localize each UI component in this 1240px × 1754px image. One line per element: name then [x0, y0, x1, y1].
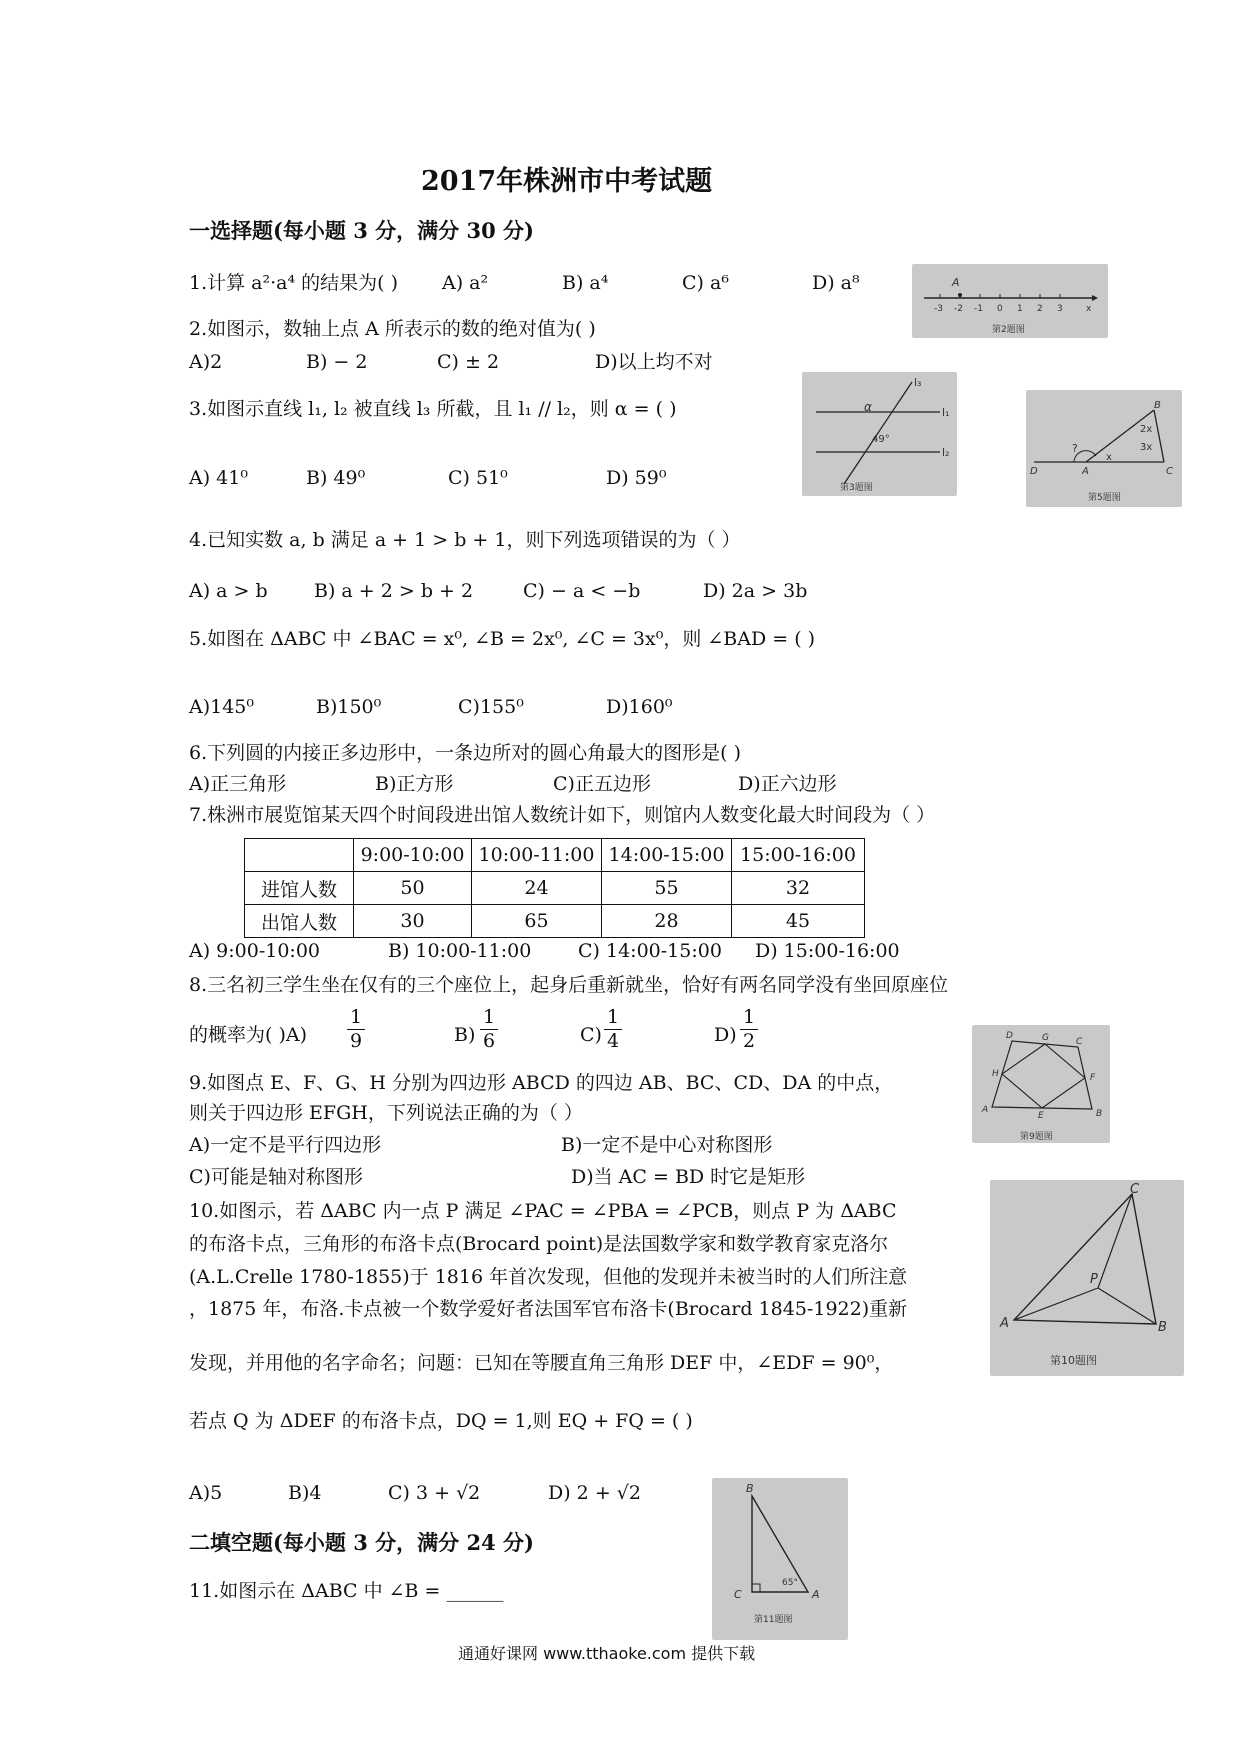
fig5-caption: 第5题图: [1088, 493, 1121, 503]
quadrilateral-abcd-diagram: [972, 1025, 1110, 1143]
table-row: [245, 872, 865, 905]
q9-stem-line2: 则关于四边形 EFGH，下列说法正确的为（ ）: [189, 1102, 583, 1124]
q9-stem-line1: 9.如图点 E、F、G、H 分别为四边形 ABCD 的四边 AB、BC、CD、DA 的中点，: [189, 1072, 894, 1094]
visitor-stats-table: [244, 838, 865, 938]
q10-line3: (A.L.Crelle 1780-1855)于 1816 年首次发现，但他的发现并未被当时的人们所注意: [189, 1266, 908, 1288]
q7-option-b: B) 10:00-11:00: [388, 940, 532, 962]
table-cell: 32: [732, 872, 865, 905]
numerator: 1: [347, 1008, 365, 1030]
figure-5: [1026, 390, 1182, 507]
fig9-label: C: [1076, 1037, 1083, 1047]
q3-option-a: A) 41⁰: [189, 467, 248, 489]
q3-option-c: C) 51⁰: [448, 467, 508, 489]
fig3-caption: 第3题图: [840, 483, 873, 493]
q10-line2: 的布洛卡点，三角形的布洛卡点(Brocard point)是法国数学家和数学教育家克洛尔: [189, 1233, 889, 1255]
q8-fraction-c: [604, 1008, 622, 1051]
figure-9: [972, 1025, 1110, 1143]
table-cell: 55: [602, 872, 732, 905]
q10-option-c: C) 3 + √2: [388, 1482, 481, 1504]
q8-option-b: B): [454, 1024, 476, 1046]
q10-option-a: A)5: [189, 1482, 223, 1504]
fig10-label: P: [1090, 1272, 1098, 1287]
q4-option-c: C) − a < −b: [523, 580, 641, 602]
q9-option-c: C)可能是轴对称图形: [189, 1166, 363, 1188]
table-cell: 出馆人数: [245, 905, 354, 938]
q9-option-b: B)一定不是中心对称图形: [561, 1134, 773, 1156]
brocard-triangle-diagram: [990, 1180, 1184, 1376]
fig2-tick-label: 3: [1057, 304, 1063, 314]
fig9-label: F: [1090, 1073, 1096, 1083]
fig2-tick-label: 2: [1037, 304, 1043, 314]
fig5-label: D: [1030, 466, 1038, 477]
q8-fraction-d: [740, 1008, 758, 1051]
table-header-cell: 15:00-16:00: [732, 839, 865, 872]
q9-option-a: A)一定不是平行四边形: [189, 1134, 382, 1156]
fig2-tick-label: -3: [934, 304, 943, 314]
fig2-point-label: A: [952, 276, 960, 289]
fig2-tick-label: 1: [1017, 304, 1023, 314]
table-header-cell: 14:00-15:00: [602, 839, 732, 872]
fig3-l1-label: l₁: [942, 406, 950, 419]
fig11-label: C: [734, 1588, 742, 1601]
table-cell: 28: [602, 905, 732, 938]
q5-option-c: C)155⁰: [458, 696, 524, 718]
fig9-label: A: [982, 1105, 989, 1115]
table-cell: 30: [354, 905, 472, 938]
page-title: 2017年株洲市中考试题: [421, 166, 713, 197]
q8-fraction-a: [347, 1008, 365, 1051]
fig10-caption: 第10题图: [1050, 1354, 1097, 1367]
fig9-caption: 第9题图: [1020, 1132, 1053, 1142]
denominator: 4: [606, 1030, 620, 1052]
fig11-angle-label: 65°: [782, 1578, 798, 1588]
q6-stem: 6.下列圆的内接正多边形中，一条边所对的圆心角最大的图形是( ): [189, 742, 741, 764]
fig11-caption: 第11题图: [754, 1615, 793, 1625]
table-header-cell: 9:00-10:00: [354, 839, 472, 872]
q10-option-d: D) 2 + √2: [548, 1482, 641, 1504]
fig2-tick-label: -2: [954, 304, 963, 314]
section-heading-fill: 二填空题(每小题 3 分，满分 24 分): [189, 1530, 534, 1555]
table-header-row: [245, 839, 865, 872]
q2-option-b: B) − 2: [306, 351, 368, 373]
fig5-label: 3x: [1140, 442, 1153, 453]
q4-stem: 4.已知实数 a, b 满足 a + 1 > b + 1，则下列选项错误的为（ ）: [189, 529, 741, 551]
table-cell: 进馆人数: [245, 872, 354, 905]
q4-option-a: A) a > b: [189, 580, 268, 602]
q7-stem: 7.株洲市展览馆某天四个时间段进出馆人数统计如下，则馆内人数变化最大时间段为（ ）: [189, 804, 936, 826]
q10-line4: ，1875 年，布洛.卡点被一个数学爱好者法国军官布洛卡(Brocard 1845-1922)重新: [189, 1298, 908, 1320]
fig2-caption: 第2题图: [992, 325, 1025, 335]
table-cell: 65: [472, 905, 602, 938]
table-cell: 50: [354, 872, 472, 905]
numerator: 1: [604, 1008, 622, 1030]
fig10-label: B: [1158, 1320, 1167, 1335]
q1-stem: 1.计算 a²·a⁴ 的结果为( ): [189, 272, 399, 294]
fig11-label: A: [812, 1588, 820, 1601]
fig3-angle-label: 49°: [872, 434, 890, 445]
table-row: [245, 905, 865, 938]
fig11-label: B: [746, 1482, 754, 1495]
numerator: 1: [480, 1008, 498, 1030]
fig5-label: 2x: [1140, 424, 1153, 435]
fig9-label: B: [1096, 1109, 1103, 1119]
q6-option-b: B)正方形: [375, 773, 454, 795]
footer-source: 通通好课网 www.tthaoke.com 提供下载: [458, 1644, 756, 1663]
q5-option-b: B)150⁰: [316, 696, 382, 718]
q6-option-d: D)正六边形: [738, 773, 837, 795]
q1-option-b: B) a⁴: [562, 272, 609, 294]
q7-option-c: C) 14:00-15:00: [578, 940, 722, 962]
denominator: 9: [349, 1030, 363, 1052]
figure-11: [712, 1478, 848, 1640]
q1-option-a: A) a²: [442, 272, 489, 294]
fig2-tick-label: x: [1086, 304, 1092, 314]
q2-option-d: D)以上均不对: [595, 351, 713, 373]
figure-3: [802, 372, 957, 496]
table-cell: 24: [472, 872, 602, 905]
q4-option-d: D) 2a > 3b: [703, 580, 808, 602]
fig10-label: C: [1130, 1182, 1140, 1197]
q2-option-a: A)2: [189, 351, 223, 373]
q8-prefix: 的概率为( )A): [189, 1024, 307, 1046]
table-cell: 45: [732, 905, 865, 938]
fig3-l3-label: l₃: [914, 376, 922, 389]
fig2-tick-label: -1: [974, 304, 983, 314]
fig5-label: x: [1106, 452, 1112, 463]
q8-option-c: C): [580, 1024, 602, 1046]
q4-option-b: B) a + 2 > b + 2: [314, 580, 474, 602]
fig3-alpha-label: α: [864, 400, 872, 414]
fig5-label: A: [1082, 466, 1089, 477]
q3-stem: 3.如图示直线 l₁, l₂ 被直线 l₃ 所截，且 l₁ // l₂，则 α = ( ): [189, 398, 677, 420]
q2-option-c: C) ± 2: [437, 351, 500, 373]
q10-option-b: B)4: [288, 1482, 322, 1504]
section-heading-choice: 一选择题(每小题 3 分，满分 30 分): [189, 218, 534, 243]
q8-fraction-b: [480, 1008, 498, 1051]
fig9-label: E: [1038, 1111, 1044, 1121]
figure-10: [990, 1180, 1184, 1376]
fig5-label: C: [1166, 466, 1173, 477]
q5-option-a: A)145⁰: [189, 696, 255, 718]
q1-option-c: C) a⁶: [682, 272, 729, 294]
fig5-label: ?: [1072, 442, 1078, 455]
q10-line1: 10.如图示，若 ΔABC 内一点 P 满足 ∠PAC = ∠PBA = ∠PCB，则点 P 为 ΔABC: [189, 1200, 897, 1222]
q6-option-c: C)正五边形: [553, 773, 651, 795]
q5-stem: 5.如图在 ΔABC 中 ∠BAC = x⁰, ∠B = 2x⁰, ∠C = 3x⁰，则 ∠BAD = ( ): [189, 628, 816, 650]
fig9-label: G: [1042, 1033, 1049, 1043]
q2-stem: 2.如图示，数轴上点 A 所表示的数的绝对值为( ): [189, 318, 596, 340]
numerator: 1: [740, 1008, 758, 1030]
q3-option-d: D) 59⁰: [606, 467, 667, 489]
fig9-label: H: [992, 1069, 999, 1079]
fig9-label: D: [1006, 1031, 1013, 1041]
table-header-cell: 10:00-11:00: [472, 839, 602, 872]
q6-option-a: A)正三角形: [189, 773, 287, 795]
fig2-tick-label: 0: [997, 304, 1003, 314]
table-header-cell: [245, 839, 354, 872]
q7-option-d: D) 15:00-16:00: [755, 940, 900, 962]
q8-stem: 8.三名初三学生坐在仅有的三个座位上，起身后重新就坐，恰好有两名同学没有坐回原座位: [189, 974, 949, 996]
q10-line6: 若点 Q 为 ΔDEF 的布洛卡点，DQ = 1,则 EQ + FQ = ( ): [189, 1410, 693, 1432]
fig5-label: B: [1154, 400, 1161, 411]
fig10-label: A: [1000, 1316, 1009, 1331]
q10-line5: 发现，并用他的名字命名；问题：已知在等腰直角三角形 DEF 中，∠EDF = 90⁰，: [189, 1352, 894, 1374]
q5-option-d: D)160⁰: [606, 696, 673, 718]
figure-2: [912, 264, 1108, 338]
q9-option-d: D)当 AC = BD 时它是矩形: [571, 1166, 806, 1188]
q7-option-a: A) 9:00-10:00: [189, 940, 321, 962]
q8-option-d: D): [714, 1024, 737, 1046]
fig3-l2-label: l₂: [942, 446, 950, 459]
q11-stem: 11.如图示在 ΔABC 中 ∠B = ______: [189, 1580, 504, 1602]
q1-option-d: D) a⁸: [812, 272, 860, 294]
denominator: 2: [742, 1030, 756, 1052]
q3-option-b: B) 49⁰: [306, 467, 366, 489]
denominator: 6: [482, 1030, 496, 1052]
